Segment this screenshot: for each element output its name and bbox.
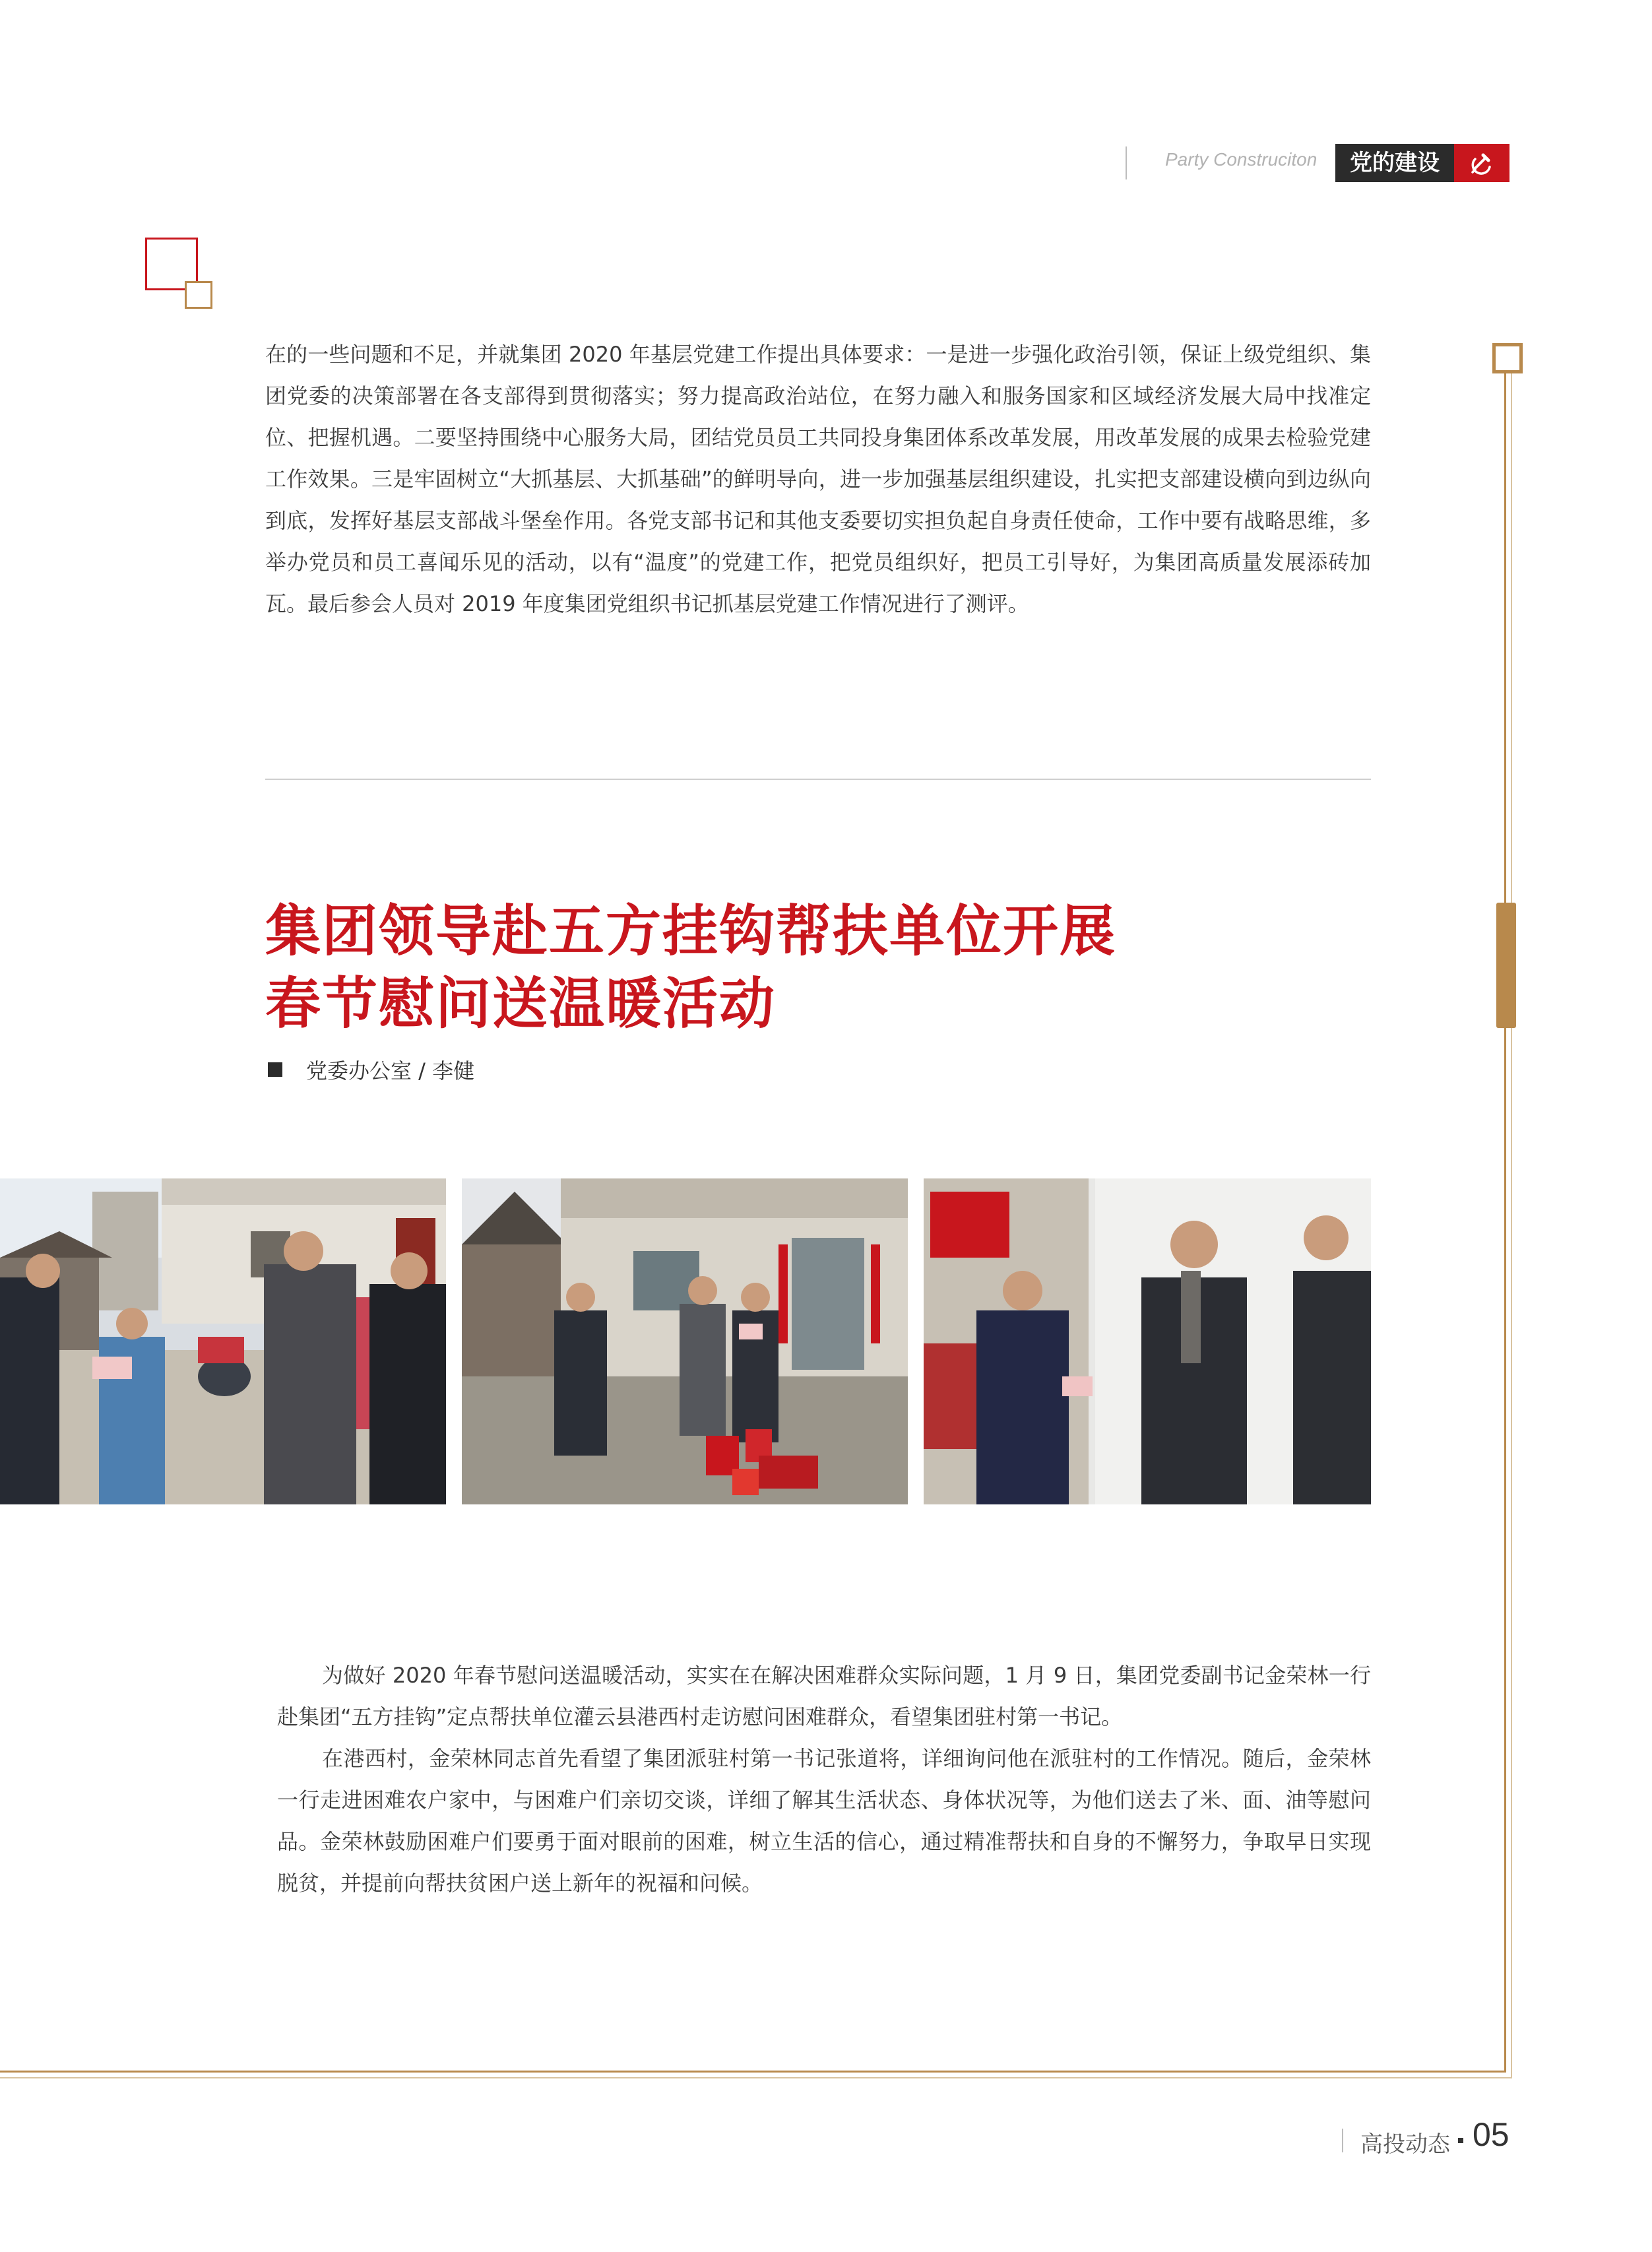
article-title-line-2: 春节慰问送温暖活动	[265, 971, 777, 1036]
section-divider	[265, 779, 1371, 780]
photo-visit-courtyard	[0, 1178, 446, 1504]
frame-line-horizontal-inner	[0, 2077, 1512, 2078]
frame-corner-square	[1492, 343, 1523, 373]
page-number: 05	[1473, 2116, 1509, 2153]
footer-dot-icon	[1458, 2138, 1463, 2143]
frame-line-horizontal	[0, 2071, 1506, 2073]
byline-text: 党委办公室 / 李健	[306, 1058, 475, 1083]
previous-article-paragraph: 在的一些问题和不足，并就集团 2020 年基层党建工作提出具体要求：一是进一步强化政治引领，保证上级党组织、集团党委的决策部署在各支部得到贯彻落实；努力提高政治站位，在努力融入和服务国家和区域经济发展大局中找准定位、把握机遇。二要坚持围绕中心服务大局，团结党员员工共同投身集团体系改革发展，用改革发展的成果去检验党建工作效果。三是牢固树立“大抓基层、大抓基础”的鲜明导向，进一步加强基层组织建设，扎实把支部建设横向到边纵向到底，发挥好基层支部战斗堡垒作用。各党支部书记和其他支委要切实担负起自身责任使命，工作中要有战略思维，多举办党员和员工喜闻乐见的活动，以有“温度”的党建工作，把党员组织好，把员工引导好，为集团高质量发展添砖加瓦。最后参会人员对 2019 年度集团党组织书记抓基层党建工作情况进行了测评。	[265, 342, 1371, 616]
article-paragraph-2: 在港西村，金荣林同志首先看望了集团派驻村第一书记张道将，详细询问他在派驻村的工作情况。随后，金荣林一行走进困难农户家中，与困难户们亲切交谈，详细了解其生活状态、身体状况等，为他们送去了米、面、油等慰问品。金荣林鼓励困难户们要勇于面对眼前的困难，树立生活的信心，通过精准帮扶和自身的不懈努力，争取早日实现脱贫，并提前向帮扶贫困户送上新年的祝福和问候。	[277, 1746, 1371, 1896]
footer-divider	[1342, 2129, 1343, 2152]
article-title	[265, 895, 1492, 1040]
frame-line-vertical	[1504, 373, 1506, 2072]
magazine-name: 高投动态	[1360, 2131, 1450, 2158]
section-tag	[1335, 144, 1509, 182]
byline-square-icon	[268, 1062, 282, 1077]
section-title-en: Party Construciton	[1165, 149, 1318, 170]
article-paragraph-1: 为做好 2020 年春节慰问送温暖活动，实实在在解决困难群众实际问题，1 月 9 日，集团党委副书记金荣林一行赴集团“五方挂钩”定点帮扶单位灌云县港西村走访慰问困难群众，看望集团驻村第一书记。	[277, 1663, 1371, 1729]
section-title-cn: 党的建设	[1335, 144, 1454, 182]
article-title-line-1: 集团领导赴五方挂钩帮扶单位开展	[265, 899, 1117, 963]
header-divider	[1126, 146, 1127, 179]
byline	[268, 1054, 474, 1085]
photo-gifts-doorway	[462, 1178, 908, 1504]
decorative-gold-square	[185, 281, 212, 309]
frame-line-vertical-inner	[1511, 373, 1512, 2077]
hammer-sickle-icon	[1454, 144, 1509, 182]
frame-marker-bar	[1496, 903, 1516, 1028]
photo-indoor-greeting	[924, 1178, 1371, 1504]
